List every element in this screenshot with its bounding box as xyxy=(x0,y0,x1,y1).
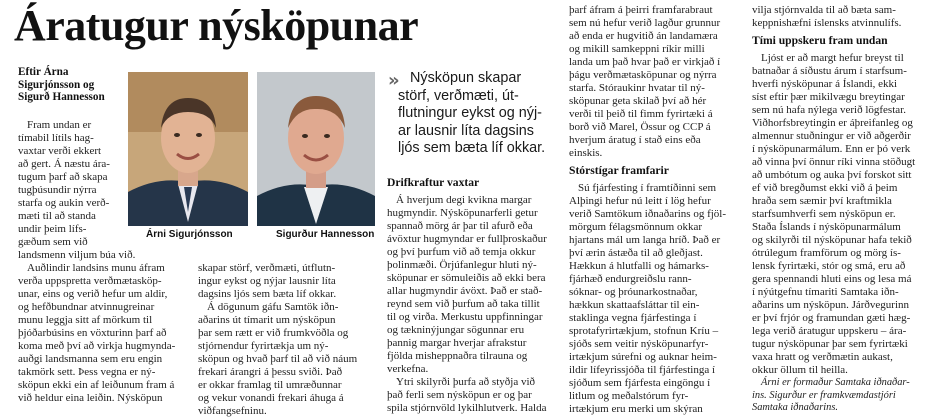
text-line: Staða Íslands í nýsköpunarmálum xyxy=(752,221,901,233)
text-line: mæti til að standa xyxy=(18,210,96,222)
text-line: borð við Marel, Össur og CCP á xyxy=(569,121,711,133)
text-line: og vekur vonandi frekari áhuga á xyxy=(198,392,344,404)
text-line: ótrúlegum framförum og mörg ís- xyxy=(752,247,901,259)
text-line: hjartans mál um langa hríð. Það er xyxy=(569,234,721,246)
text-line: staklinga vegna fjárfestinga í xyxy=(569,312,697,324)
text-line: í nýútgefnu tímariti Samtaka iðn- xyxy=(752,286,899,298)
text-line: sköpunar er sömuleiðis að ekki bera xyxy=(387,272,546,284)
author-note-line: Árni er formaður Samtaka iðnaðar- xyxy=(761,377,910,388)
headline: Áratugur nýsköpunar xyxy=(14,1,419,50)
text-line: skapar störf, verðmæti, útflutn- xyxy=(198,262,336,274)
section-heading: Tími uppskeru fram undan xyxy=(752,34,888,47)
article-column-1 xyxy=(18,119,136,262)
byline: Eftir Árna Sigurjónsson og Sigurð Hannesson xyxy=(18,66,105,104)
text-line: síst eftir þær mikilvægu breytingar xyxy=(752,91,905,103)
text-line: verið Samtökum iðnaðarins og fjöl- xyxy=(569,208,727,220)
text-line: einskis. xyxy=(569,147,603,159)
text-line: litlum og meðalstórum fyr- xyxy=(569,390,689,402)
text-line: og skilyrði til nýsköpunar hafa tekið xyxy=(752,234,912,246)
photo-caption-arni: Árni Sigurjónsson xyxy=(146,229,233,240)
text-line: Fram undan er xyxy=(27,119,92,131)
text-line: Hækkun á hlutfalli og hámarks- xyxy=(569,260,709,272)
text-line: unar, eins og verið hefur um aldir, xyxy=(18,288,168,300)
text-line: því ærin ástæða til að gleðjast. xyxy=(569,247,703,259)
text-line: það ferli sem nýsköpun er og þar xyxy=(387,389,532,401)
section-heading: Stórstígar framfarir xyxy=(569,164,669,177)
pullquote-line: Nýsköpun skapar xyxy=(410,70,522,86)
text-line: vaxa hratt og verðmætin aukast, xyxy=(752,351,893,363)
text-line: ávöxtur hugmyndar er fullþroskaður xyxy=(387,233,547,245)
text-line: takmörk sett. Þess vegna er ný- xyxy=(18,366,156,378)
text-line: hverjum áratug í stað eins eða xyxy=(569,134,701,146)
text-line: ildir lífeyrissjóða til fjárfestinga í xyxy=(569,364,716,376)
text-line: er okkar framlag til umræðunnar xyxy=(198,379,342,391)
text-line: og mikill samkeppni ríkir milli xyxy=(569,43,705,55)
pullquote-marker-icon: » xyxy=(388,70,400,91)
text-line: hækkun skattaafsláttar til ein- xyxy=(569,299,700,311)
text-line: koma með því að virkja hugmynda- xyxy=(18,340,176,352)
text-line: í nýsköpunarmálum. Enn er þó verk xyxy=(752,143,911,155)
text-line: aðarins um nýsköpun. Járðvegurinn xyxy=(752,299,910,311)
text-line: þarf áfram á þeirri framfarabraut xyxy=(569,4,713,16)
text-line: Sú fjárfesting í framtíðinni sem xyxy=(578,182,717,194)
article-column-1-continued xyxy=(18,262,175,405)
text-line: starfsumhverfi sem nýsköpun er. xyxy=(752,208,896,220)
text-line: verkefna. xyxy=(387,363,429,375)
text-line: fjárhæð endurgreiðslu rann- xyxy=(569,273,692,285)
text-line: sjóðum sem fjárfesta eingöngu í xyxy=(569,377,711,389)
text-line: irtækjum eru merki um skýran xyxy=(569,403,703,415)
article-column-3 xyxy=(387,172,547,415)
pull-quote xyxy=(398,70,558,158)
text-line: er því frjór og framundan gæti hæg- xyxy=(752,312,911,324)
text-line: almennur stuðningur er við aðgerðir xyxy=(752,130,911,142)
text-line: Auðlindir landsins munu áfram xyxy=(27,262,165,274)
text-line: verði til þeið til fimm fyrirtæki á xyxy=(569,108,713,120)
text-line: ingur eykst og nýjar lausnir líta xyxy=(198,275,336,287)
author-photo-sigurdur xyxy=(257,72,375,226)
text-line: hraða sem sæmir því kraftmikla xyxy=(752,195,892,207)
text-line: að enda er hugvitið án landamæra xyxy=(569,30,718,42)
text-line: til og virða. Merkustu uppfinningar xyxy=(387,311,543,323)
text-line: við heldur eina leiðin. Nýsköpun xyxy=(18,392,163,404)
text-line: Ytri skilyrði þurfa að styðja við xyxy=(396,376,536,388)
text-line: sem nú hefur verið lagður grunnur xyxy=(569,17,721,29)
text-line: vilja stjórnvalda til að bæta sam- xyxy=(752,4,896,16)
author-note-line: ins. Sigurður er framkvæmdastjóri xyxy=(752,389,896,401)
pullquote-line: ljós sem bæta líf okkar. xyxy=(398,140,546,156)
text-line: allar hugmyndir ávöxt. Það er stað- xyxy=(387,285,543,297)
text-line: Á dögunum gáfu Samtök iðn- xyxy=(207,301,339,313)
text-line: sóknar- og þróunarkostnaðar, xyxy=(569,286,698,298)
text-line: reynd sem við þurfum að taka tillit xyxy=(387,298,540,310)
text-line: keppnishæfni íslensks atvinnulífs. xyxy=(752,17,902,29)
text-line: þannig margar hverjar afrakstur xyxy=(387,337,527,349)
text-line: tugum þarf að skapa xyxy=(18,171,108,183)
text-line: og því þurfum við að temja okkur xyxy=(387,246,536,258)
section-heading: Drifkraftur vaxtar xyxy=(387,176,480,189)
text-line: gera spennandi hluti eins og lesa má xyxy=(752,273,912,285)
text-line: og hefðbundnar atvinnugreinar xyxy=(18,301,155,313)
article-column-4 xyxy=(569,4,726,416)
author-note-line: Samtaka iðnaðarins. xyxy=(752,402,839,413)
text-line: að vinna því önnur ríki vinna stöðugt xyxy=(752,156,916,168)
text-line: landa um það hvar það er virkjað í xyxy=(569,56,721,68)
text-line: sköpun ekki ein af leiðunum fram á xyxy=(18,379,175,391)
text-line: sem nú hafa nýlega verið lögfestar. xyxy=(752,104,906,116)
text-line: sköpunar geta skilað því að hér xyxy=(569,95,707,107)
photo-caption-sigurdur: Sigurður Hannesson xyxy=(276,229,375,240)
pullquote-line: flutningur eykst og nýj- xyxy=(398,105,542,121)
text-line: þolinmæði. Örjúfanlegur hluti ný- xyxy=(387,259,537,271)
text-line: lensk fyrirtæki, stór og smá, eru að xyxy=(752,260,906,272)
text-line: aðarins út tímarit um nýsköpun xyxy=(198,314,336,326)
text-line: munu leggja sitt af mörkum til xyxy=(18,314,153,326)
text-line: fjölda misheppnaðra tilrauna og xyxy=(387,350,528,362)
text-line: undir þeim lífs- xyxy=(18,223,87,235)
text-line: auðgi landsmanna sem eru engin xyxy=(18,353,163,365)
text-line: að umbótum og auka því forskot sitt xyxy=(752,169,912,181)
text-line: spila stjórnvöld lykilhlutverk. Halda xyxy=(387,402,547,414)
article-column-5 xyxy=(752,4,915,415)
text-line: tímabil lítils hag- xyxy=(18,132,94,144)
text-line: sjóðs sem veitir nýsköpunarfyr- xyxy=(569,338,709,350)
text-line: starfa. Stóraukinr hvatar til ný- xyxy=(569,82,705,94)
text-line: hugmyndir. Nýsköpunarferli getur xyxy=(387,207,538,219)
text-line: tugþúsundir nýrra xyxy=(18,184,97,196)
text-line: að gert. Á næstu ára- xyxy=(18,158,110,170)
text-line: verða uppspretta verðmætasköp- xyxy=(18,275,162,287)
text-line: sprotafyrirtækjum, stofnun Kríu – xyxy=(569,325,719,337)
text-line: irtækjum súrefni og auknar heim- xyxy=(569,351,717,363)
text-line: starfa og aukin verð- xyxy=(18,197,110,209)
text-line: mörgum félagsmönnum okkar xyxy=(569,221,702,233)
pullquote-line: störf, verðmæti, út- xyxy=(398,87,519,104)
text-line: frekari árangri á þessu sviði. Það xyxy=(198,366,343,378)
text-line: Ljóst er að margt hefur breyst til xyxy=(761,52,904,64)
text-line: ef við bregðumst ekki við á þeim xyxy=(752,182,898,194)
article-column-2 xyxy=(198,262,357,418)
text-line: hverfi nýsköpunar á Íslandi, ekki xyxy=(752,78,898,90)
text-line: Viðhorfsbreytingin er áþreifanleg og xyxy=(752,117,913,129)
text-line: og tækninýjungar sögunnar eru xyxy=(387,324,525,336)
text-line: Á hverjum degi kvikna margar xyxy=(396,194,532,206)
text-line: stjórnendur fyrirtækja um ný- xyxy=(198,340,329,352)
text-line: landsmenn viljum búa við. xyxy=(18,249,136,261)
text-line: sköpun og hvað þarf til að við náum xyxy=(198,353,358,365)
text-line: viðfangsefninu. xyxy=(198,405,267,417)
text-line: spannað mörg ár þar til afurð eða xyxy=(387,220,533,232)
text-line: tugur nýsköpunar þar sem fyrirtæki xyxy=(752,338,908,350)
text-line: þágu verðmætasköpunar og nýrra xyxy=(569,69,717,81)
text-line: þjóðarbúsins en vöxturinn þarf að xyxy=(18,327,167,339)
text-line: dagsins ljós sem bæta líf okkar. xyxy=(198,288,337,300)
text-line: lega verið áratugur uppskeru – ára- xyxy=(752,325,907,337)
pullquote-line: ar lausnir líta dagsins xyxy=(398,122,534,139)
text-line: vaxtar verði ekkert xyxy=(18,145,102,157)
author-photo-arni xyxy=(128,72,248,226)
text-line: batnaðar á síðustu árum í starfsum- xyxy=(752,65,907,77)
text-line: okkur öllum til heilla. xyxy=(752,364,848,376)
text-line: Alþingi hefur nú leitt í lög hefur xyxy=(569,195,711,207)
text-line: þar sem rætt er við frumkvöðla og xyxy=(198,327,349,339)
text-line: gæðum sem við xyxy=(18,236,88,248)
